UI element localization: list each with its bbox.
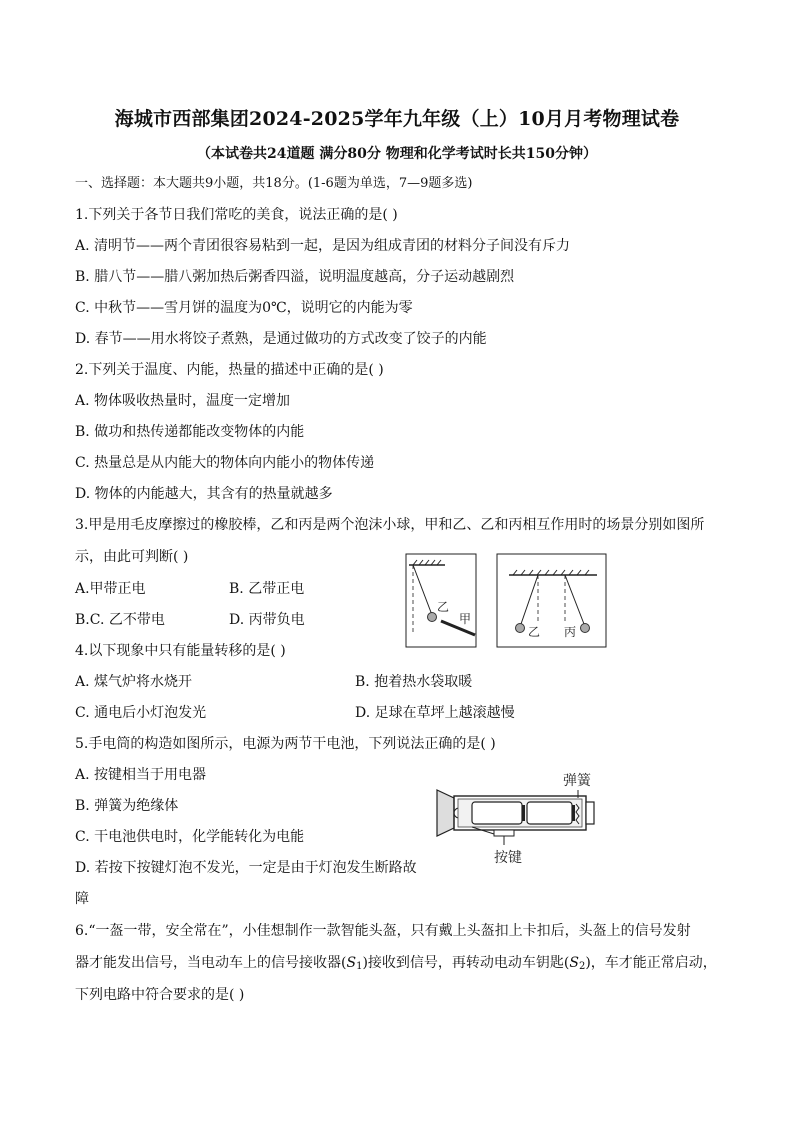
q3-figure (405, 553, 607, 648)
q3-label-yi-right: 乙 (528, 625, 541, 639)
q5-reflector-head (437, 790, 454, 836)
q3-ceiling-hatch-right (513, 570, 589, 575)
q3-label-jia: 甲 (459, 612, 472, 626)
question-3-option-b: B. 乙带正电 (229, 581, 305, 597)
switch-s1-subscript: 1 (356, 961, 363, 972)
q3-label-yi-left: 乙 (437, 600, 450, 614)
page-subtitle: （本试卷共24道题 满分80分 物理和化学考试时长共150分钟） (197, 146, 597, 162)
question-1-option-a: A. 清明节——两个青团很容易粘到一起，是因为组成青团的材料分子间没有斥力 (75, 238, 571, 254)
question-2-stem: 2.下列关于温度、内能，热量的描述中正确的是( ) (75, 362, 384, 378)
question-3-stem-line2: 示，由此可判断( ) (75, 549, 189, 565)
question-3-option-a: A.甲带正电 (75, 581, 146, 597)
switch-s1-symbol: S (346, 955, 357, 971)
q5-label-button: 按键 (494, 850, 522, 866)
q5-battery-1-terminal (522, 805, 525, 821)
q5-label-spring: 弹簧 (563, 773, 591, 789)
q5-battery-2 (527, 802, 572, 824)
question-6-line2-c: )，车才能正常启动， (585, 955, 717, 971)
switch-s2-symbol: S (569, 955, 579, 971)
question-4-option-d: D. 足球在草坪上越滚越慢 (355, 705, 515, 721)
question-2-option-c: C. 热量总是从内能大的物体向内能小的物体传递 (75, 455, 375, 471)
page-title: 海城市西部集团2024-2025学年九年级（上）10月月考物理试卷 (114, 108, 680, 130)
question-5-option-a: A. 按键相当于用电器 (75, 767, 207, 783)
question-5-option-b: B. 弹簧为绝缘体 (75, 798, 179, 814)
question-6-line2-a: 器才能发出信号，当电动车上的信号接收器( (75, 955, 347, 971)
switch-s2-subscript: 2 (578, 961, 586, 972)
question-5-stem: 5.手电筒的构造如图所示，电源为两节干电池，下列说法正确的是( ) (75, 736, 496, 752)
q3-figure-frame-right (497, 554, 606, 647)
q3-thread-left (413, 565, 432, 615)
question-4-option-c: C. 通电后小灯泡发光 (75, 705, 207, 721)
q5-button (494, 830, 514, 836)
question-5-option-d: D. 若按下按键灯泡不发光，一定是由于灯泡发生断路故 (75, 860, 417, 876)
question-2-option-a: A. 物体吸收热量时，温度一定增加 (75, 393, 291, 409)
question-1-option-b: B. 腊八节——腊八粥加热后粥香四溢，说明温度越高，分子运动越剧烈 (75, 269, 515, 285)
question-6-line2 (75, 954, 717, 976)
section-heading: 一、选择题：本大题共9小题，共18分。(1-6题为单选，7—9题多选) (75, 176, 473, 191)
q3-thread-bing (565, 575, 584, 624)
question-3-option-d: D. 丙带负电 (229, 612, 305, 628)
question-2-option-d: D. 物体的内能越大，其含有的热量就越多 (75, 486, 333, 502)
question-4-option-b: B. 抱着热水袋取暖 (355, 674, 473, 690)
question-3-option-c: B.C. 乙不带电 (75, 612, 165, 628)
q3-ball-yi-left (428, 613, 437, 622)
question-2-option-b: B. 做功和热传递都能改变物体的内能 (75, 424, 305, 440)
question-6-line1: 6.“一盔一带，安全常在”，小佳想制作一款智能头盔，只有戴上头盔扣上卡扣后，头盔上的信号发射 (75, 923, 691, 939)
question-4-stem: 4.以下现象中只有能量转移的是( ) (75, 643, 286, 659)
question-1-stem: 1.下列关于各节日我们常吃的美食，说法正确的是( ) (75, 207, 398, 223)
q3-ball-bing (581, 624, 590, 633)
question-4-option-a: A. 煤气炉将水烧开 (75, 674, 193, 690)
q5-end-cap (586, 802, 594, 824)
question-6-line3: 下列电路中符合要求的是( ) (75, 987, 245, 1003)
q3-ceiling-hatch-left (413, 560, 441, 565)
q3-label-bing: 丙 (564, 625, 577, 639)
q5-battery-2-terminal (572, 805, 575, 821)
question-5-option-d-continued: 障 (75, 891, 89, 907)
q3-thread-yi (521, 575, 538, 624)
q5-battery-1 (472, 802, 522, 824)
q3-ball-yi-right (516, 624, 525, 633)
question-6-line2-b: )接收到信号，再转动电动车钥匙( (362, 955, 570, 971)
question-1-option-c: C. 中秋节——雪月饼的温度为0℃，说明它的内能为零 (75, 300, 413, 316)
question-1-option-d: D. 春节——用水将饺子煮熟，是通过做功的方式改变了饺子的内能 (75, 331, 487, 347)
question-3-stem-line1: 3.甲是用毛皮摩擦过的橡胶棒，乙和丙是两个泡沫小球，甲和乙、乙和丙相互作用时的场景分别如图所 (75, 517, 705, 533)
question-5-option-c: C. 干电池供电时，化学能转化为电能 (75, 829, 305, 845)
q5-flashlight-figure (432, 768, 614, 870)
